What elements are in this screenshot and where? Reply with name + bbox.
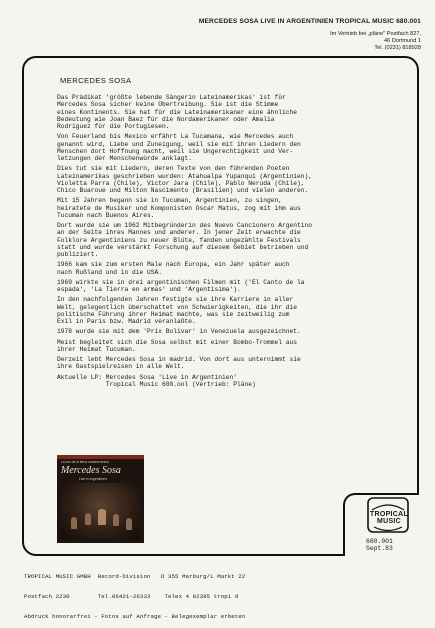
- document-title: MERCEDES SOSA: [60, 76, 132, 85]
- paragraph: Derzeit lebt Mercedes Sosa in madrid. Von dort aus unternimmt sie ihre Gastspielreisen in alle Welt.: [57, 356, 301, 371]
- catalog-info: [366, 538, 393, 553]
- cover-top-strip: [57, 455, 144, 459]
- paragraph: 1978 wurde sie mit dem 'Prix Bolivar' in Venezuela ausgezeichnet.: [57, 328, 301, 336]
- distribution-address: [330, 31, 421, 52]
- biography-text: [57, 94, 402, 391]
- paragraph: 1969 wirkte sie in drei argentinischen Filmen mit ('El Canto de la espada', 'La Tierra en armas' und 'Argentisima').: [57, 278, 305, 293]
- footer-line-3: Abdruck honorarfrei - Fotos auf Anfrage - Belegexemplar erbeten: [24, 613, 246, 621]
- current-lp-paragraph: Aktuelle LP: Mercedes Sosa 'Live in Argentinien' Tropical Music 680.ool (Vertrieb: Pläne): [57, 373, 256, 388]
- footer-company-info: [24, 560, 245, 628]
- paragraph: Das Prädikat 'größte lebende Sängerin Lateinamerikas' ist für Mercedes Sosa sicher keine Übertreibung. Sie ist die Stimme eines Kontinents. Sie hat für die Lateinamerikaner eine ähnliche Bedeutung wie Joan Baez für die Nordamerikaner oder Amalia Rodriguez für die Portugiesen.: [57, 94, 298, 130]
- distribution-line-3: Tel. (0231) 818928: [374, 44, 421, 51]
- footer-line-2: Postfach 2230 Tel.06421-26333 Telex 4 82395 tropi d: [24, 592, 239, 600]
- paragraph: Mit 15 Jahren begann sie in Tucuman, Argentinien, zu singen, heiratete de Musiker und Komponisten Oscar Matus, zog mit ihm aus Tucuman nach Buenos Aires.: [57, 197, 301, 219]
- album-cover-image: [57, 455, 144, 543]
- paragraph: Dort wurde sie um 1962 Mitbegründerin des Nuevo Cancionero Argentino an der Seite ihres Mannes und anderer. In jener Zeit erwachte die Folklore Argentiniens zu neuer Blüte, fanden ungezählte Festivals statt und wurde verstärkt Forschung auf diesem Gebiet betrieben und publiziert.: [57, 222, 313, 258]
- paragraph: 1966 kam sie zum ersten Male nach Europa, ein Jahr später auch nach Rußland und in die USA.: [57, 261, 290, 276]
- cover-figure: [98, 509, 106, 525]
- cover-artist-title: Mercedes Sosa: [61, 465, 121, 476]
- cover-subtitle-2: Live in Argentinien: [79, 477, 107, 481]
- cover-figure: [85, 513, 91, 525]
- cover-figure: [113, 514, 119, 526]
- paragraph: Dies tut sie mit Liedern, deren Texte von den führenden Poeten Lateinamerikas geschrieben wurden: Atahualpa Yupanqui (Argentinien), Violetta Parra (Chile), Victor Jara (Chile), Pablo Neruda (Chile), Chico Buaroue und Milton Nascimento (Brasilien) und vielen anderen.: [57, 165, 313, 194]
- logo-line-2: MUSIC: [376, 518, 402, 525]
- catalog-number: 680.001: [366, 538, 393, 545]
- paragraph: Meist begleitet sich die Sosa selbst mit einer Bombo-Trommel aus ihrer Heimat Tucuman.: [57, 338, 298, 353]
- catalog-date: Sept.83: [366, 545, 393, 553]
- logo-line-1: TROPICAL: [369, 511, 409, 518]
- paragraph: In den nachfolgenden Jahren festigte sie ihre Karriere in aller Welt, gelegentlich überschattet von Schwierigkeiten, die ihr die politische Führung ihrer Heimat machte, was sie zeitweilig zum Exil in Paris bzw. Madrid veranlaßte.: [57, 296, 298, 325]
- distribution-line-1: Im Vertrieb bei „pläne" Postfach 827,: [330, 31, 421, 37]
- cover-figure: [126, 518, 132, 530]
- cover-photo: [61, 483, 140, 539]
- footer-line-1: TROPICAL MUSIC GMBH Record-Division D 355 Marburg/L Markt 22: [24, 572, 246, 580]
- header-title-line: MERCEDES SOSA LIVE IN ARGENTINIEN TROPICAL MUSIC 680.001: [198, 18, 421, 25]
- logo-text: [358, 511, 420, 525]
- cover-subtitle: La voz de la tierra sudamericana: [61, 460, 109, 464]
- distribution-line-2: 46 Dortmund 1: [383, 37, 421, 44]
- paragraph: Von Feuerland bis Mexico erfährt La Tucamana, wie Mercedes auch genannt wird, Liebe und Zuneigung, weil sie mit ihren Liedern den Menschen dort Hoffnung macht, weil sie Ungerechtigkeit und Ver- letzungen der Menschenwürde anklagt.: [57, 133, 301, 162]
- cover-figure: [71, 517, 77, 529]
